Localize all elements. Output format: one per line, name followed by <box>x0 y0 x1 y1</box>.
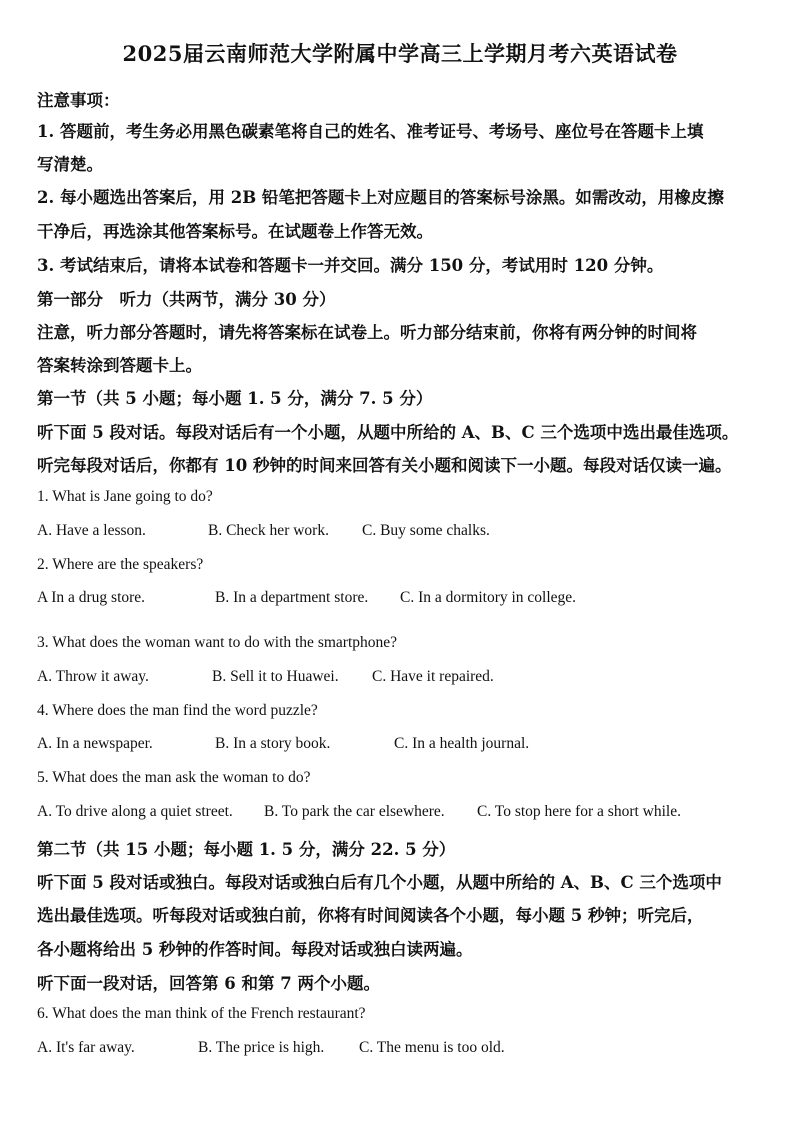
question-1: 1. What is Jane going to do? <box>37 488 213 505</box>
part1-intro-cont: 答案转涂到答题卡上。 <box>37 356 202 375</box>
q4-option-a: A. In a newspaper. <box>37 735 153 752</box>
q5-option-b: B. To park the car elsewhere. <box>264 803 445 820</box>
question-6: 6. What does the man think of the French restaurant? <box>37 1005 366 1022</box>
q1-option-b: B. Check her work. <box>208 522 329 539</box>
part1-intro: 注意，听力部分答题时，请先将答案标在试卷上。听力部分结束前，你将有两分钟的时间将 <box>37 323 697 342</box>
notice-item-2-cont: 干净后，再选涂其他答案标号。在试题卷上作答无效。 <box>37 222 433 241</box>
section2-instructions-cont2: 各小题将给出 5 秒钟的作答时间。每段对话或独白读两遍。 <box>37 940 473 959</box>
q1-option-a: A. Have a lesson. <box>37 522 146 539</box>
notice-item-2: 2. 每小题选出答案后，用 2B 铅笔把答题卡上对应题目的答案标号涂黑。如需改动，用橡皮擦 <box>37 188 724 207</box>
q4-option-c: C. In a health journal. <box>394 735 530 752</box>
q5-option-a: A. To drive along a quiet street. <box>37 803 233 820</box>
question-4: 4. Where does the man find the word puzzle? <box>37 702 318 719</box>
notice-heading: 注意事项： <box>37 91 120 110</box>
q5-option-c: C. To stop here for a short while. <box>477 803 681 820</box>
q1-option-c: C. Buy some chalks. <box>362 522 490 539</box>
q6-option-c: C. The menu is too old. <box>359 1039 505 1056</box>
question-5: 5. What does the man ask the woman to do? <box>37 769 311 786</box>
section1-heading: 第一节（共 5 小题；每小题 1. 5 分，满分 7. 5 分） <box>37 389 433 408</box>
q4-option-b: B. In a story book. <box>215 735 331 752</box>
dialogue-1-instruction: 听下面一段对话，回答第 6 和第 7 两个小题。 <box>37 974 380 993</box>
notice-item-3: 3. 考试结束后，请将本试卷和答题卡一并交回。满分 150 分，考试用时 120 分钟。 <box>37 256 664 275</box>
section1-instructions-cont: 听完每段对话后，你都有 10 秒钟的时间来回答有关小题和阅读下一小题。每段对话仅读一遍。 <box>37 456 732 475</box>
q2-option-b: B. In a department store. <box>215 589 369 606</box>
q3-option-b: B. Sell it to Huawei. <box>212 668 339 685</box>
notice-item-1-cont: 写清楚。 <box>37 155 103 174</box>
notice-item-1: 1. 答题前，考生务必用黑色碳素笔将自己的姓名、准考证号、考场号、座位号在答题卡上填 <box>37 122 704 141</box>
q6-option-b: B. The price is high. <box>198 1039 325 1056</box>
q3-option-a: A. Throw it away. <box>37 668 149 685</box>
q6-option-a: A. It's far away. <box>37 1039 135 1056</box>
q2-option-c: C. In a dormitory in college. <box>400 589 577 606</box>
section2-instructions-cont: 选出最佳选项。听每段对话或独白前，你将有时间阅读各个小题，每小题 5 秒钟；听完后， <box>37 906 704 925</box>
part1-heading: 第一部分 听力（共两节，满分 30 分） <box>37 290 336 309</box>
q2-option-a: A In a drug store. <box>37 589 146 606</box>
section2-instructions: 听下面 5 段对话或独白。每段对话或独白后有几个小题，从题中所给的 A、B、C 三个选项中 <box>37 873 722 892</box>
question-2: 2. Where are the speakers? <box>37 556 204 573</box>
q3-option-c: C. Have it repaired. <box>372 668 494 685</box>
section2-heading: 第二节（共 15 小题；每小题 1. 5 分，满分 22. 5 分） <box>37 840 456 859</box>
section1-instructions: 听下面 5 段对话。每段对话后有一个小题，从题中所给的 A、B、C 三个选项中选出最佳选项。 <box>37 423 739 442</box>
exam-title: 2025届云南师范大学附属中学高三上学期月考六英语试卷 <box>122 41 678 66</box>
question-3: 3. What does the woman want to do with the smartphone? <box>37 634 398 651</box>
